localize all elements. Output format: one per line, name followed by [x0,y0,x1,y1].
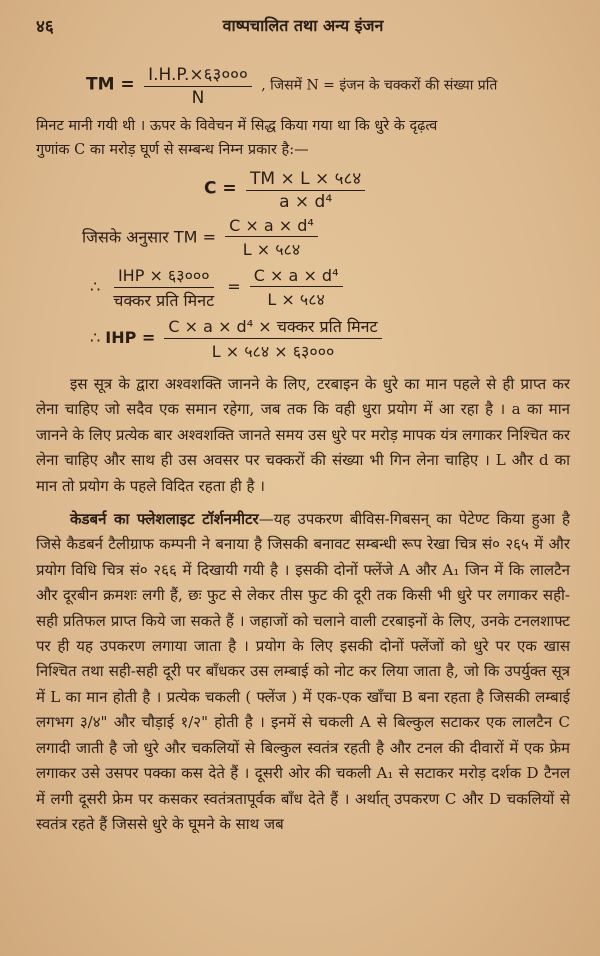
fraction-denominator: चक्कर प्रति मिनट [113,291,215,310]
equation-note: , जिसमें N = इंजन के चक्करों की संख्या प्रति [261,77,498,94]
fraction-numerator: TM × L × ५८४ [246,166,365,191]
paragraph: इस सूत्र के द्वारा अश्वशक्ति जानने के लिए, टरबाइन के धुरे का मान पहले से ही प्राप्त कर लेना चाहिए जो सदैव एक समान रहेगा, जब तक कि वही धुरा प्रयोग में आ रहा है । a का मान जानने के लिए प्रत्येक बार अश्वशक्ति जानते समय उस धुरे पर मरोड़ मापक यंत्र लगाकर निश्चित कर लेना चाहिए और साथ ही उस अवसर पर चक्करों की संख्या भी गिन लेना चाहिए । L और d का मान तो प्रयोग के पहले विदित रहता ही है । [36,375,570,495]
section-heading: केडबर्न का फ्लेशलाइट टॉर्शनमीटर [70,510,259,529]
fraction-denominator: L × ५८४ [267,289,325,309]
fraction-numerator: C × a × d⁴ [250,266,343,287]
fraction-denominator: L × ५८४ × ६३००० [211,342,335,361]
fraction [246,166,365,212]
equation-lhs: C = [204,178,237,199]
equation-lhs: IHP = [105,328,156,347]
equals-sign: = [227,277,241,296]
equation-ihp [90,315,570,362]
text-line: गुणांक C का मरोड़ घूर्ण से सम्बन्ध निम्न प्रकार है:— [36,142,309,158]
fraction [250,266,343,310]
running-title: वाष्पचालित तथा अन्य इंजन [222,16,384,35]
fraction-denominator: L × ५८४ [242,240,301,259]
fraction [109,264,218,311]
therefore-dots: ∴ [90,277,101,296]
fraction [225,216,318,260]
equation-ratio [90,264,570,311]
equation-c [204,166,570,212]
text-line: मिनट मानी गयी थी । ऊपर के विवेचन में सिद्ध किया गया था कि धुरे के दृढ़त्व [36,118,438,134]
equation-prefix: जिसके अनुसार TM = [82,227,216,247]
fraction-numerator: C × a × d⁴ × चक्कर प्रति मिनट [164,315,381,339]
equation-tm [86,62,570,108]
paragraph-body: —यह उपकरण बीविस-गिबसन् का पेटेण्ट किया हुआ है जिसे कैडबर्न टैलीग्राफ कम्पनी ने बनाया है जिसकी बनावट सम्बन्धी रूप रेखा चित्र सं० २६५ में और प्रयोग विधि चित्र सं० २६६ में दिखायी गयी है । इसकी दोनों फ्लेंजे A और A₁ जिन में कि लालटैन और दूरबीन क्रमशः लगी हैं, छः फुट से लेकर तीस फुट की दूरी तक किसी भी धुरे पर लगाकर सही-सही प्रतिफल प्राप्त किये जा सकते हैं । जहाजों को चलाने वाली टरबाइनों के लिए, उनके टनलशाफ्ट पर ही यह उपकरण लगाया जाता है । प्रयोग के लिए इसकी दोनों फ्लेंजों को धुरे पर एक खास निश्चित तथा सही-सही दूरी पर बाँधकर उस लम्बाई को नोट कर लिया जाता है, जो कि उपर्युक्त सूत्र में L का मान होती है । प्रत्येक चकली ( फ्लेंज ) में एक-एक खाँचा B बना रहता है जिसकी लम्बाई लगभग ३/४" और चौड़ाई १/२" होती है । इनमें से चकली A से बिल्कुल सटाकर एक लालटैन C लगादी जाती है जो धुरे और चकलियों से बिल्कुल स्वतंत्र रहती है और टनल की दीवारों में एक फ्रेम लगाकर उसे उसपर पक्का कस देते हैं । दूसरी ओर की चकली A₁ से सटाकर मरोड़ दर्शक D टैनल में लगी दूसरी फ्रेम पर कसकर स्वतंत्रतापूर्वक बाँध देते हैं । अर्थात् उपकरण C और D चकलियों से स्वतंत्र रहते हैं जिससे धुरे के घूमने के साथ जब [36,510,570,833]
fraction [164,315,381,362]
fraction [144,62,252,108]
fraction-numerator: C × a × d⁴ [225,216,318,237]
equation-tm-derived [82,216,570,260]
paragraph [36,507,570,837]
page-header [36,14,570,42]
fraction-numerator: I.H.P.×६३००० [144,62,252,87]
therefore-dots: ∴ [90,328,101,347]
fraction-numerator: IHP × ६३००० [114,264,214,288]
page-number: ४६ [36,17,54,37]
fraction-denominator: a × d⁴ [279,192,333,212]
fraction-denominator: N [191,88,205,108]
equation-lhs: TM = [86,74,135,95]
